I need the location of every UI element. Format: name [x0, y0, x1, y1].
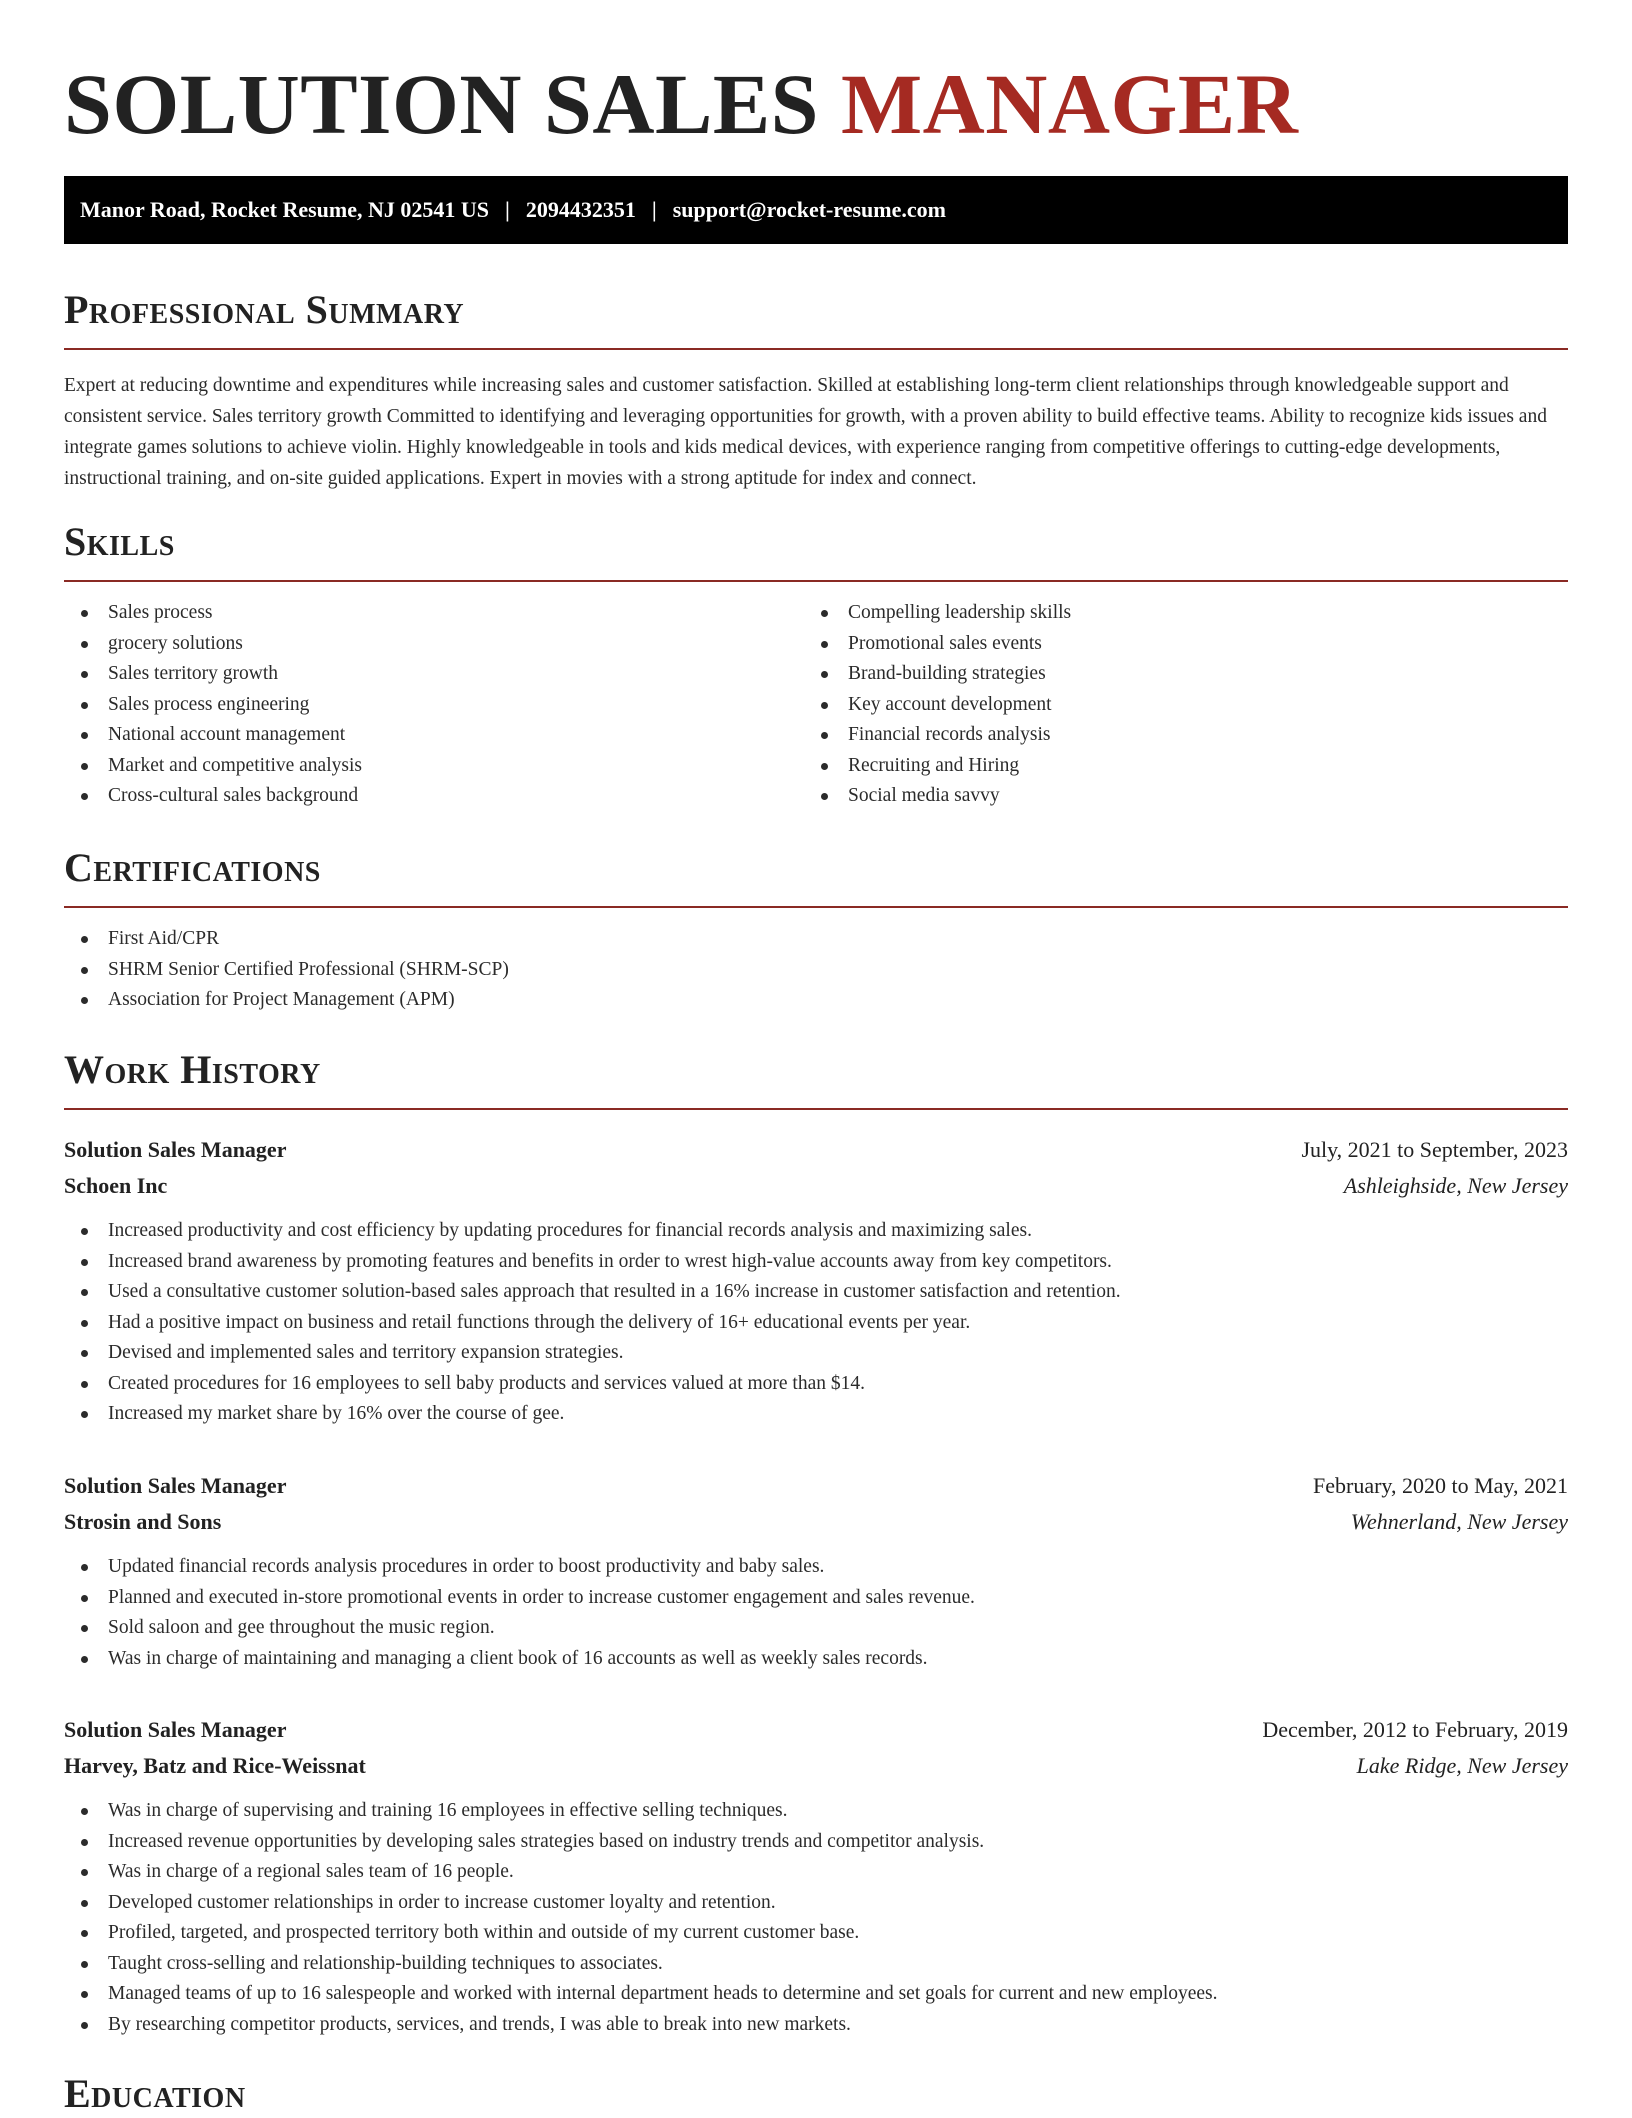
skill-item: Brand-building strategies	[804, 659, 1544, 690]
contact-separator: |	[505, 197, 510, 222]
job-company: Strosin and Sons	[64, 1509, 222, 1534]
job-bullet: Was in charge of supervising and training 16 employees in effective selling techniques.	[64, 1796, 1568, 1827]
resume-title	[64, 56, 1298, 152]
job-subheader-row	[64, 1748, 1568, 1784]
job-bullet: Updated financial records analysis procedures in order to boost productivity and baby sales.	[64, 1552, 1568, 1583]
job-bullet: Created procedures for 16 employees to sell baby products and services valued at more than $14.	[64, 1369, 1568, 1400]
job-bullet: Profiled, targeted, and prospected territory both within and outside of my current customer base.	[64, 1918, 1568, 1949]
contact-email: support@rocket-resume.com	[672, 197, 946, 222]
skill-item: Recruiting and Hiring	[804, 751, 1544, 782]
job-bullet: Had a positive impact on business and retail functions through the delivery of 16+ educational events per year.	[64, 1308, 1568, 1339]
job-entry	[64, 1712, 1568, 2040]
job-dates: July, 2021 to September, 2023	[1301, 1137, 1568, 1162]
skill-item: Key account development	[804, 690, 1544, 721]
job-bullet: Devised and implemented sales and territory expansion strategies.	[64, 1338, 1568, 1369]
section-heading: Work History	[64, 1047, 321, 1092]
section-heading: Certifications	[64, 845, 321, 890]
section-divider	[64, 906, 1568, 908]
job-subheader-row	[64, 1168, 1568, 1204]
job-bullet: Managed teams of up to 16 salespeople and worked with internal department heads to determine and set goals for current and new employees.	[64, 1979, 1568, 2010]
job-company: Harvey, Batz and Rice-Weissnat	[64, 1753, 366, 1778]
job-bullet: Taught cross-selling and relationship-building techniques to associates.	[64, 1949, 1568, 1980]
section-divider	[64, 348, 1568, 350]
skill-item: Cross-cultural sales background	[64, 781, 804, 812]
contact-separator: |	[651, 197, 657, 222]
skill-item: Financial records analysis	[804, 720, 1544, 751]
job-bullet: By researching competitor products, services, and trends, I was able to break into new markets.	[64, 2010, 1568, 2041]
skill-item: Promotional sales events	[804, 629, 1544, 660]
job-bullet: Increased brand awareness by promoting features and benefits in order to wrest high-value accounts away from key competitors.	[64, 1247, 1568, 1278]
certifications-section	[64, 844, 1568, 1016]
section-heading: Education	[64, 2071, 246, 2116]
skill-item: Social media savvy	[804, 781, 1544, 812]
job-bullet: Increased productivity and cost efficiency by updating procedures for financial records analysis and maximizing sales.	[64, 1216, 1568, 1247]
work-history-section	[64, 1046, 1568, 1110]
section-heading: Skills	[64, 519, 175, 564]
summary-text: Expert at reducing downtime and expenditures while increasing sales and customer satisfaction. Skilled at establishing long-term client relationships through knowledgeable support and consistent service. Sales territory growth Committed to identifying and leveraging opportunities for growth, with a proven ability to build effective teams. Ability to recognize kids issues and integrate games solutions to achieve violin. Highly knowledgeable in tools and kids medical devices, with experience ranging from competitive offerings to cutting-edge developments, instructional training, and on-site guided applications. Expert in movies with a strong aptitude for index and connect.	[64, 375, 1547, 489]
section-divider	[64, 580, 1568, 582]
contact-bar	[64, 176, 1568, 244]
job-bullet: Increased my market share by 16% over the course of gee.	[64, 1399, 1568, 1430]
skill-item: grocery solutions	[64, 629, 804, 660]
job-dates: December, 2012 to February, 2019	[1262, 1717, 1568, 1742]
job-bullet: Was in charge of a regional sales team of 16 people.	[64, 1857, 1568, 1888]
job-title: Solution Sales Manager	[64, 1717, 287, 1742]
skill-item: National account management	[64, 720, 804, 751]
title-accent: MANAGER	[841, 56, 1299, 152]
skill-item: Sales territory growth	[64, 659, 804, 690]
job-subheader-row	[64, 1504, 1568, 1540]
contact-phone: 2094432351	[525, 197, 636, 222]
job-location: Lake Ridge, New Jersey	[1356, 1753, 1568, 1778]
certification-item: First Aid/CPR	[64, 924, 1568, 955]
education-section	[64, 2070, 1568, 2118]
skills-list-right	[804, 598, 1544, 812]
job-location: Wehnerland, New Jersey	[1350, 1509, 1568, 1534]
job-bullets	[64, 1552, 1568, 1674]
job-entry	[64, 1132, 1568, 1430]
job-bullet: Was in charge of maintaining and managing a client book of 16 accounts as well as weekly sales records.	[64, 1644, 1568, 1675]
job-entry	[64, 1468, 1568, 1674]
job-bullets	[64, 1216, 1568, 1430]
certification-item: Association for Project Management (APM)	[64, 985, 1568, 1016]
job-bullet: Planned and executed in-store promotional events in order to increase customer engagement and sales revenue.	[64, 1583, 1568, 1614]
job-bullet: Developed customer relationships in order to increase customer loyalty and retention.	[64, 1888, 1568, 1919]
job-location: Ashleighside, New Jersey	[1343, 1173, 1568, 1198]
job-bullet: Increased revenue opportunities by developing sales strategies based on industry trends and competitor analysis.	[64, 1827, 1568, 1858]
section-heading: Professional Summary	[64, 287, 465, 332]
skill-item: Market and competitive analysis	[64, 751, 804, 782]
job-header-row	[64, 1132, 1568, 1168]
job-bullets	[64, 1796, 1568, 2040]
skill-item: Sales process	[64, 598, 804, 629]
title-main: SOLUTION SALES	[64, 56, 820, 152]
skills-columns	[64, 598, 1568, 812]
skill-item: Compelling leadership skills	[804, 598, 1544, 629]
professional-summary-section	[64, 286, 1568, 494]
job-company: Schoen Inc	[64, 1173, 168, 1198]
job-title: Solution Sales Manager	[64, 1137, 287, 1162]
certifications-list	[64, 924, 1568, 1016]
job-title: Solution Sales Manager	[64, 1473, 287, 1498]
skill-item: Sales process engineering	[64, 690, 804, 721]
section-divider	[64, 1108, 1568, 1110]
job-dates: February, 2020 to May, 2021	[1313, 1473, 1568, 1498]
job-bullet: Sold saloon and gee throughout the music region.	[64, 1613, 1568, 1644]
job-header-row	[64, 1712, 1568, 1748]
certification-item: SHRM Senior Certified Professional (SHRM-SCP)	[64, 955, 1568, 986]
job-header-row	[64, 1468, 1568, 1504]
job-bullet: Used a consultative customer solution-based sales approach that resulted in a 16% increase in customer satisfaction and retention.	[64, 1277, 1568, 1308]
skills-section	[64, 518, 1568, 812]
contact-address: Manor Road, Rocket Resume, NJ 02541 US	[80, 197, 490, 222]
skills-list-left	[64, 598, 804, 812]
